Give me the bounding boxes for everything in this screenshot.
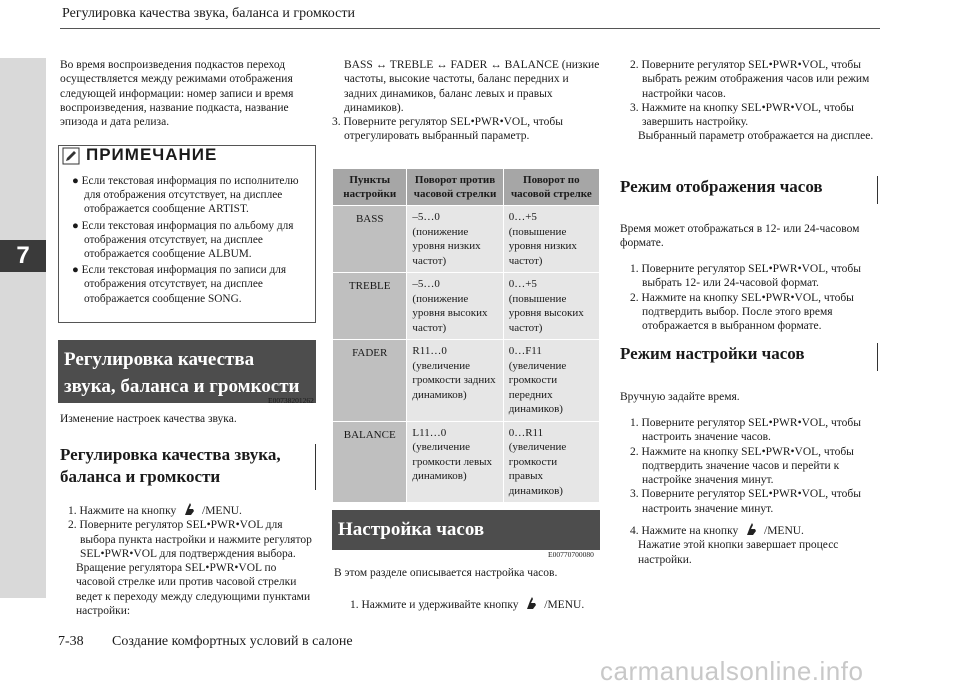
section-code: E00738201262 bbox=[268, 396, 314, 405]
step-2: 2. Поверните регулятор SEL•PWR•VOL, чтобы выбрать режим отображения часов или режим настройки часов. bbox=[630, 59, 870, 100]
table-cell: FADER bbox=[333, 340, 407, 422]
note-title-label: ПРИМЕЧАНИЕ bbox=[86, 145, 218, 164]
subsection-heading-display: Режим отображения часов bbox=[620, 176, 878, 202]
heading-rule bbox=[877, 176, 879, 204]
step-3-extra: Выбранный параметр отображается на дисплее. bbox=[638, 130, 874, 143]
heading-rule bbox=[315, 444, 317, 490]
col3-top bbox=[624, 58, 880, 144]
step-2-extra: Вращение регулятора SEL•PWR•VOL по часовой стрелке или против часовой стрелки ведет к переходу между следующими пунктами настройки: bbox=[76, 562, 311, 618]
hand-button-icon bbox=[524, 596, 538, 610]
table-header-row bbox=[333, 169, 600, 206]
table-cell: 0…F11 (увеличение громкости передних динамиков) bbox=[503, 340, 599, 422]
step-1: 1. Нажмите на кнопку /MENU. bbox=[62, 502, 318, 518]
col1-steps bbox=[62, 502, 318, 618]
page-number: 7-38 bbox=[58, 634, 84, 649]
step-4: 4. Нажмите на кнопку /MENU. bbox=[624, 522, 880, 538]
table-header: Поворот по часовой стрелке bbox=[503, 169, 599, 206]
table-cell: –5…0 (понижение уровня высоких частот) bbox=[407, 273, 503, 340]
step-2: 2. Нажмите на кнопку SEL•PWR•VOL, чтобы подтвердить выбор. После этого время отображается в выбранном формате. bbox=[630, 291, 854, 333]
hand-button-icon bbox=[744, 522, 758, 536]
chapter-name: Создание комфортных условий в салоне bbox=[112, 634, 353, 649]
step-2: 2. Поверните регулятор SEL•PWR•VOL для выбора пункта настройки и нажмите регулятор SEL•PWR•VOL для подтверждения выбора. bbox=[68, 519, 312, 560]
table-row bbox=[333, 206, 600, 273]
step-3: 3. Поверните регулятор SEL•PWR•VOL, чтобы настроить значение минут. bbox=[630, 488, 861, 515]
note-item: ● Если текстовая информация по исполнителю для отображения отсутствует, на дисплее отображается сообщение ARTIST. bbox=[72, 175, 299, 216]
step-1: 1. Поверните регулятор SEL•PWR•VOL, чтобы выбрать 12- или 24-часовой формат. bbox=[630, 263, 861, 290]
display-steps bbox=[624, 262, 880, 333]
subsection-heading-sound: Регулировка качества звука, баланса и громкости bbox=[60, 444, 316, 488]
table-row bbox=[333, 273, 600, 340]
hand-button-icon bbox=[182, 502, 196, 516]
col2-steps bbox=[344, 596, 602, 612]
pencil-icon bbox=[62, 147, 80, 165]
setting-description: Вручную задайте время. bbox=[620, 391, 740, 403]
step-3: 3. Нажмите на кнопку SEL•PWR•VOL, чтобы завершить настройку. bbox=[630, 101, 854, 129]
step-3: 3. Поверните регулятор SEL•PWR•VOL, чтобы отрегулировать выбранный параметр. bbox=[332, 116, 563, 143]
setting-steps bbox=[624, 416, 880, 567]
note-title bbox=[58, 143, 316, 171]
step-2: 2. Нажмите на кнопку SEL•PWR•VOL, чтобы подтвердить значение часов и перейти к настройке значения минут. bbox=[630, 445, 854, 487]
subsection-heading-setting: Режим настройки часов bbox=[620, 343, 878, 369]
chapter-sidebar bbox=[0, 58, 46, 598]
table-row bbox=[333, 421, 600, 503]
step-1: 1. Нажмите и удерживайте кнопку /MENU. bbox=[344, 596, 602, 612]
step-4-extra: Нажатие этой кнопки завершает процесс настройки. bbox=[638, 539, 839, 566]
header-rule bbox=[60, 28, 880, 29]
table-cell: 0…+5 (повышение уровня низких частот) bbox=[503, 206, 599, 273]
settings-table bbox=[332, 168, 600, 503]
table-row bbox=[333, 340, 600, 422]
table-header: Поворот против часовой стрелки bbox=[407, 169, 503, 206]
step-1: 1. Поверните регулятор SEL•PWR•VOL, чтобы настроить значение часов. bbox=[630, 417, 861, 444]
note-list bbox=[62, 174, 312, 308]
col1-intro bbox=[60, 58, 316, 129]
table-cell: L11…0 (увеличение громкости левых динамиков) bbox=[407, 421, 503, 503]
heading-rule bbox=[877, 343, 879, 371]
sequence-text: BASS ↔ TREBLE ↔ FADER ↔ BALANCE (низкие частоты, высокие частоты, баланс передних и задних динамиков, баланс левых и правых динамиков). bbox=[344, 59, 600, 114]
table-cell: TREBLE bbox=[333, 273, 407, 340]
watermark: carmanualsonline.info bbox=[600, 656, 864, 686]
display-description: Время может отображаться в 12- или 24-часовом формате. bbox=[620, 223, 860, 250]
table-cell: 0…R11 (увеличение громкости правых динамиков) bbox=[503, 421, 599, 503]
chapter-tab: 7 bbox=[0, 240, 46, 272]
section-description: Изменение настроек качества звука. bbox=[60, 413, 237, 425]
section-code: E00770700080 bbox=[548, 550, 594, 559]
page-header: Регулировка качества звука, баланса и громкости bbox=[62, 6, 355, 21]
table-cell: BALANCE bbox=[333, 421, 407, 503]
table-cell: R11…0 (увеличение громкости задних динамиков) bbox=[407, 340, 503, 422]
table-cell: 0…+5 (повышение уровня высоких частот) bbox=[503, 273, 599, 340]
table-cell: BASS bbox=[333, 206, 407, 273]
section-heading-clock: Настройка часов bbox=[332, 510, 600, 550]
table-cell: –5…0 (понижение уровня низких частот) bbox=[407, 206, 503, 273]
section-heading-sound: Регулировка качества звука, баланса и громкости bbox=[58, 340, 316, 403]
table-header: Пункты настройки bbox=[333, 169, 407, 206]
intro-paragraph: Во время воспроизведения подкастов переход осуществляется между режимами отображения следующей информации: номер записи и время воспроизведения, название подкаста, название эпизода и дата релиза. bbox=[60, 59, 294, 129]
note-item: ● Если текстовая информация по альбому для отображения отсутствует, на дисплее отображается сообщение ALBUM. bbox=[72, 219, 294, 261]
section-description: В этом разделе описывается настройка часов. bbox=[334, 567, 558, 579]
note-item: ● Если текстовая информация по записи для отображения отсутствует, на дисплее отображается сообщение SONG. bbox=[72, 264, 287, 305]
col2-top bbox=[332, 58, 602, 144]
